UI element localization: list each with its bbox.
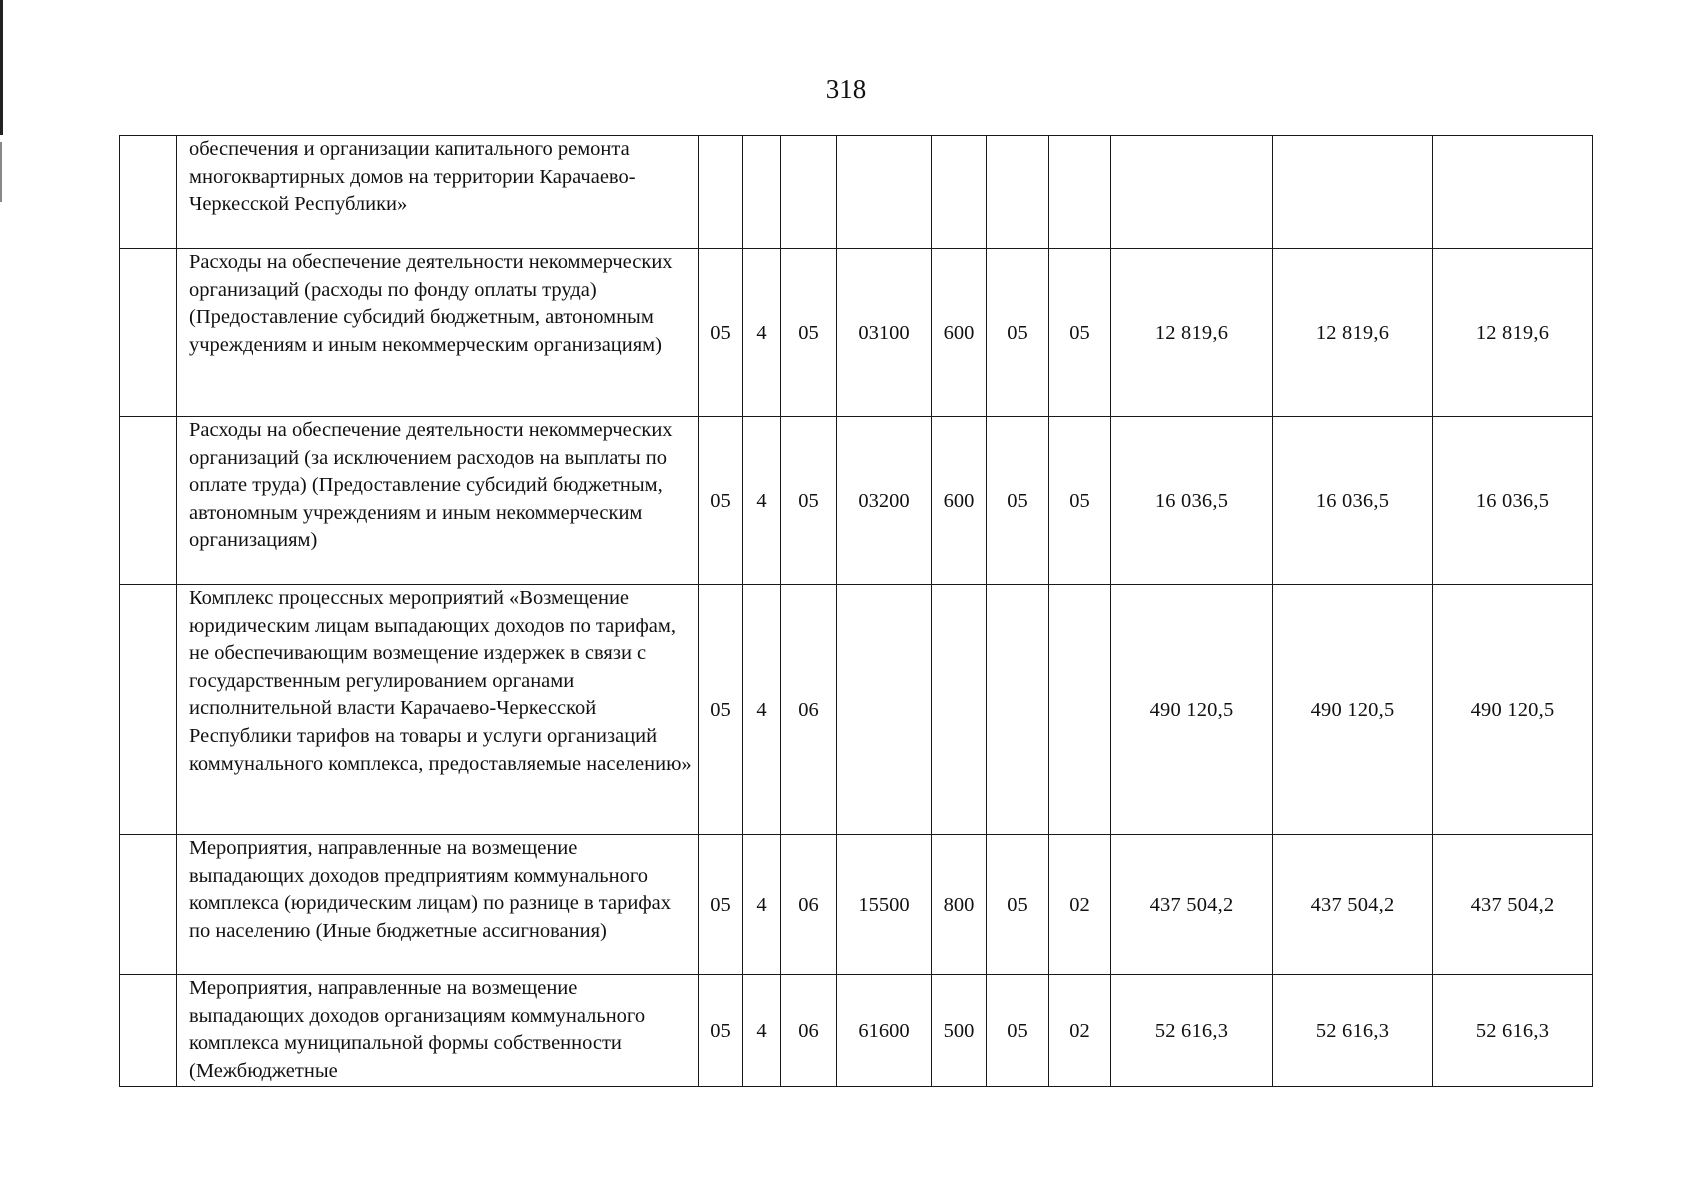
code-cell: 05: [987, 249, 1049, 417]
budget-table: [119, 135, 1593, 1087]
scan-edge-mark: [0, 0, 3, 135]
description-cell: Комплекс процессных мероприятий «Возмещение юридическим лицам выпадающих доходов по тарифам, не обеспечивающим возмещение издержек в связи с государственным регулированием органами исполнительной власти Карачаево-Черкесской Республики тарифов на товары и услуги организаций коммунального комплекса, предоставляемые населению»: [177, 585, 699, 835]
code-cell: 05: [1049, 249, 1111, 417]
amount-cell: 437 504,2: [1433, 835, 1593, 975]
amount-cell: [1273, 136, 1433, 249]
code-cell: 02: [1049, 835, 1111, 975]
code-cell: [837, 136, 932, 249]
table-row: [120, 975, 1593, 1087]
table-row: [120, 585, 1593, 835]
amount-cell: 490 120,5: [1111, 585, 1273, 835]
code-cell: 05: [1049, 417, 1111, 585]
code-cell: 05: [987, 417, 1049, 585]
description-cell: обеспечения и организации капитального ремонта многоквартирных домов на территории Карачаево-Черкесской Республики»: [177, 136, 699, 249]
code-cell: 15500: [837, 835, 932, 975]
code-cell: 05: [699, 975, 743, 1087]
code-cell: 600: [932, 417, 987, 585]
code-cell: 05: [699, 249, 743, 417]
code-cell: 06: [781, 975, 837, 1087]
description-cell: Расходы на обеспечение деятельности некоммерческих организаций (расходы по фонду оплаты труда) (Предоставление субсидий бюджетным, автономным учреждениям и иным некоммерческим организациям): [177, 249, 699, 417]
amount-cell: 437 504,2: [1111, 835, 1273, 975]
code-cell: 600: [932, 249, 987, 417]
table-row: [120, 249, 1593, 417]
code-cell: 03100: [837, 249, 932, 417]
code-cell: 4: [743, 249, 781, 417]
row-number-cell: [120, 136, 177, 249]
amount-cell: 490 120,5: [1433, 585, 1593, 835]
code-cell: [1049, 136, 1111, 249]
amount-cell: 16 036,5: [1433, 417, 1593, 585]
amount-cell: 12 819,6: [1433, 249, 1593, 417]
row-number-cell: [120, 417, 177, 585]
code-cell: 05: [699, 417, 743, 585]
row-number-cell: [120, 249, 177, 417]
amount-cell: 52 616,3: [1111, 975, 1273, 1087]
code-cell: 02: [1049, 975, 1111, 1087]
row-number-cell: [120, 975, 177, 1087]
page-number: 318: [825, 74, 867, 104]
amount-cell: 12 819,6: [1111, 249, 1273, 417]
code-cell: 05: [699, 835, 743, 975]
description-cell: Мероприятия, направленные на возмещение выпадающих доходов предприятиям коммунального комплекса (юридическим лицам) по разнице в тарифах по населению (Иные бюджетные ассигнования): [177, 835, 699, 975]
code-cell: 4: [743, 835, 781, 975]
code-cell: [699, 136, 743, 249]
code-cell: 05: [987, 835, 1049, 975]
code-cell: 800: [932, 835, 987, 975]
code-cell: [743, 136, 781, 249]
code-cell: 05: [699, 585, 743, 835]
amount-cell: 16 036,5: [1273, 417, 1433, 585]
amount-cell: 490 120,5: [1273, 585, 1433, 835]
code-cell: [987, 136, 1049, 249]
code-cell: [932, 585, 987, 835]
code-cell: 06: [781, 835, 837, 975]
code-cell: [1049, 585, 1111, 835]
table-row: [120, 417, 1593, 585]
table-row: [120, 136, 1593, 249]
amount-cell: 12 819,6: [1273, 249, 1433, 417]
amount-cell: 52 616,3: [1433, 975, 1593, 1087]
code-cell: 4: [743, 975, 781, 1087]
code-cell: 05: [781, 249, 837, 417]
row-number-cell: [120, 835, 177, 975]
amount-cell: 16 036,5: [1111, 417, 1273, 585]
code-cell: 4: [743, 585, 781, 835]
code-cell: 06: [781, 585, 837, 835]
code-cell: [987, 585, 1049, 835]
code-cell: 05: [987, 975, 1049, 1087]
code-cell: 61600: [837, 975, 932, 1087]
description-cell: Расходы на обеспечение деятельности некоммерческих организаций (за исключением расходов на выплаты по оплате труда) (Предоставление субсидий бюджетным, автономным учреждениям и иным некоммерческим организациям): [177, 417, 699, 585]
code-cell: 05: [781, 417, 837, 585]
code-cell: [932, 136, 987, 249]
code-cell: [837, 585, 932, 835]
description-cell: Мероприятия, направленные на возмещение выпадающих доходов организациям коммунального комплекса муниципальной формы собственности (Межбюджетные: [177, 975, 699, 1087]
code-cell: [781, 136, 837, 249]
amount-cell: 437 504,2: [1273, 835, 1433, 975]
code-cell: 4: [743, 417, 781, 585]
code-cell: 03200: [837, 417, 932, 585]
code-cell: 500: [932, 975, 987, 1087]
scan-edge-mark: [0, 142, 2, 202]
amount-cell: [1433, 136, 1593, 249]
row-number-cell: [120, 585, 177, 835]
amount-cell: [1111, 136, 1273, 249]
amount-cell: 52 616,3: [1273, 975, 1433, 1087]
table-row: [120, 835, 1593, 975]
